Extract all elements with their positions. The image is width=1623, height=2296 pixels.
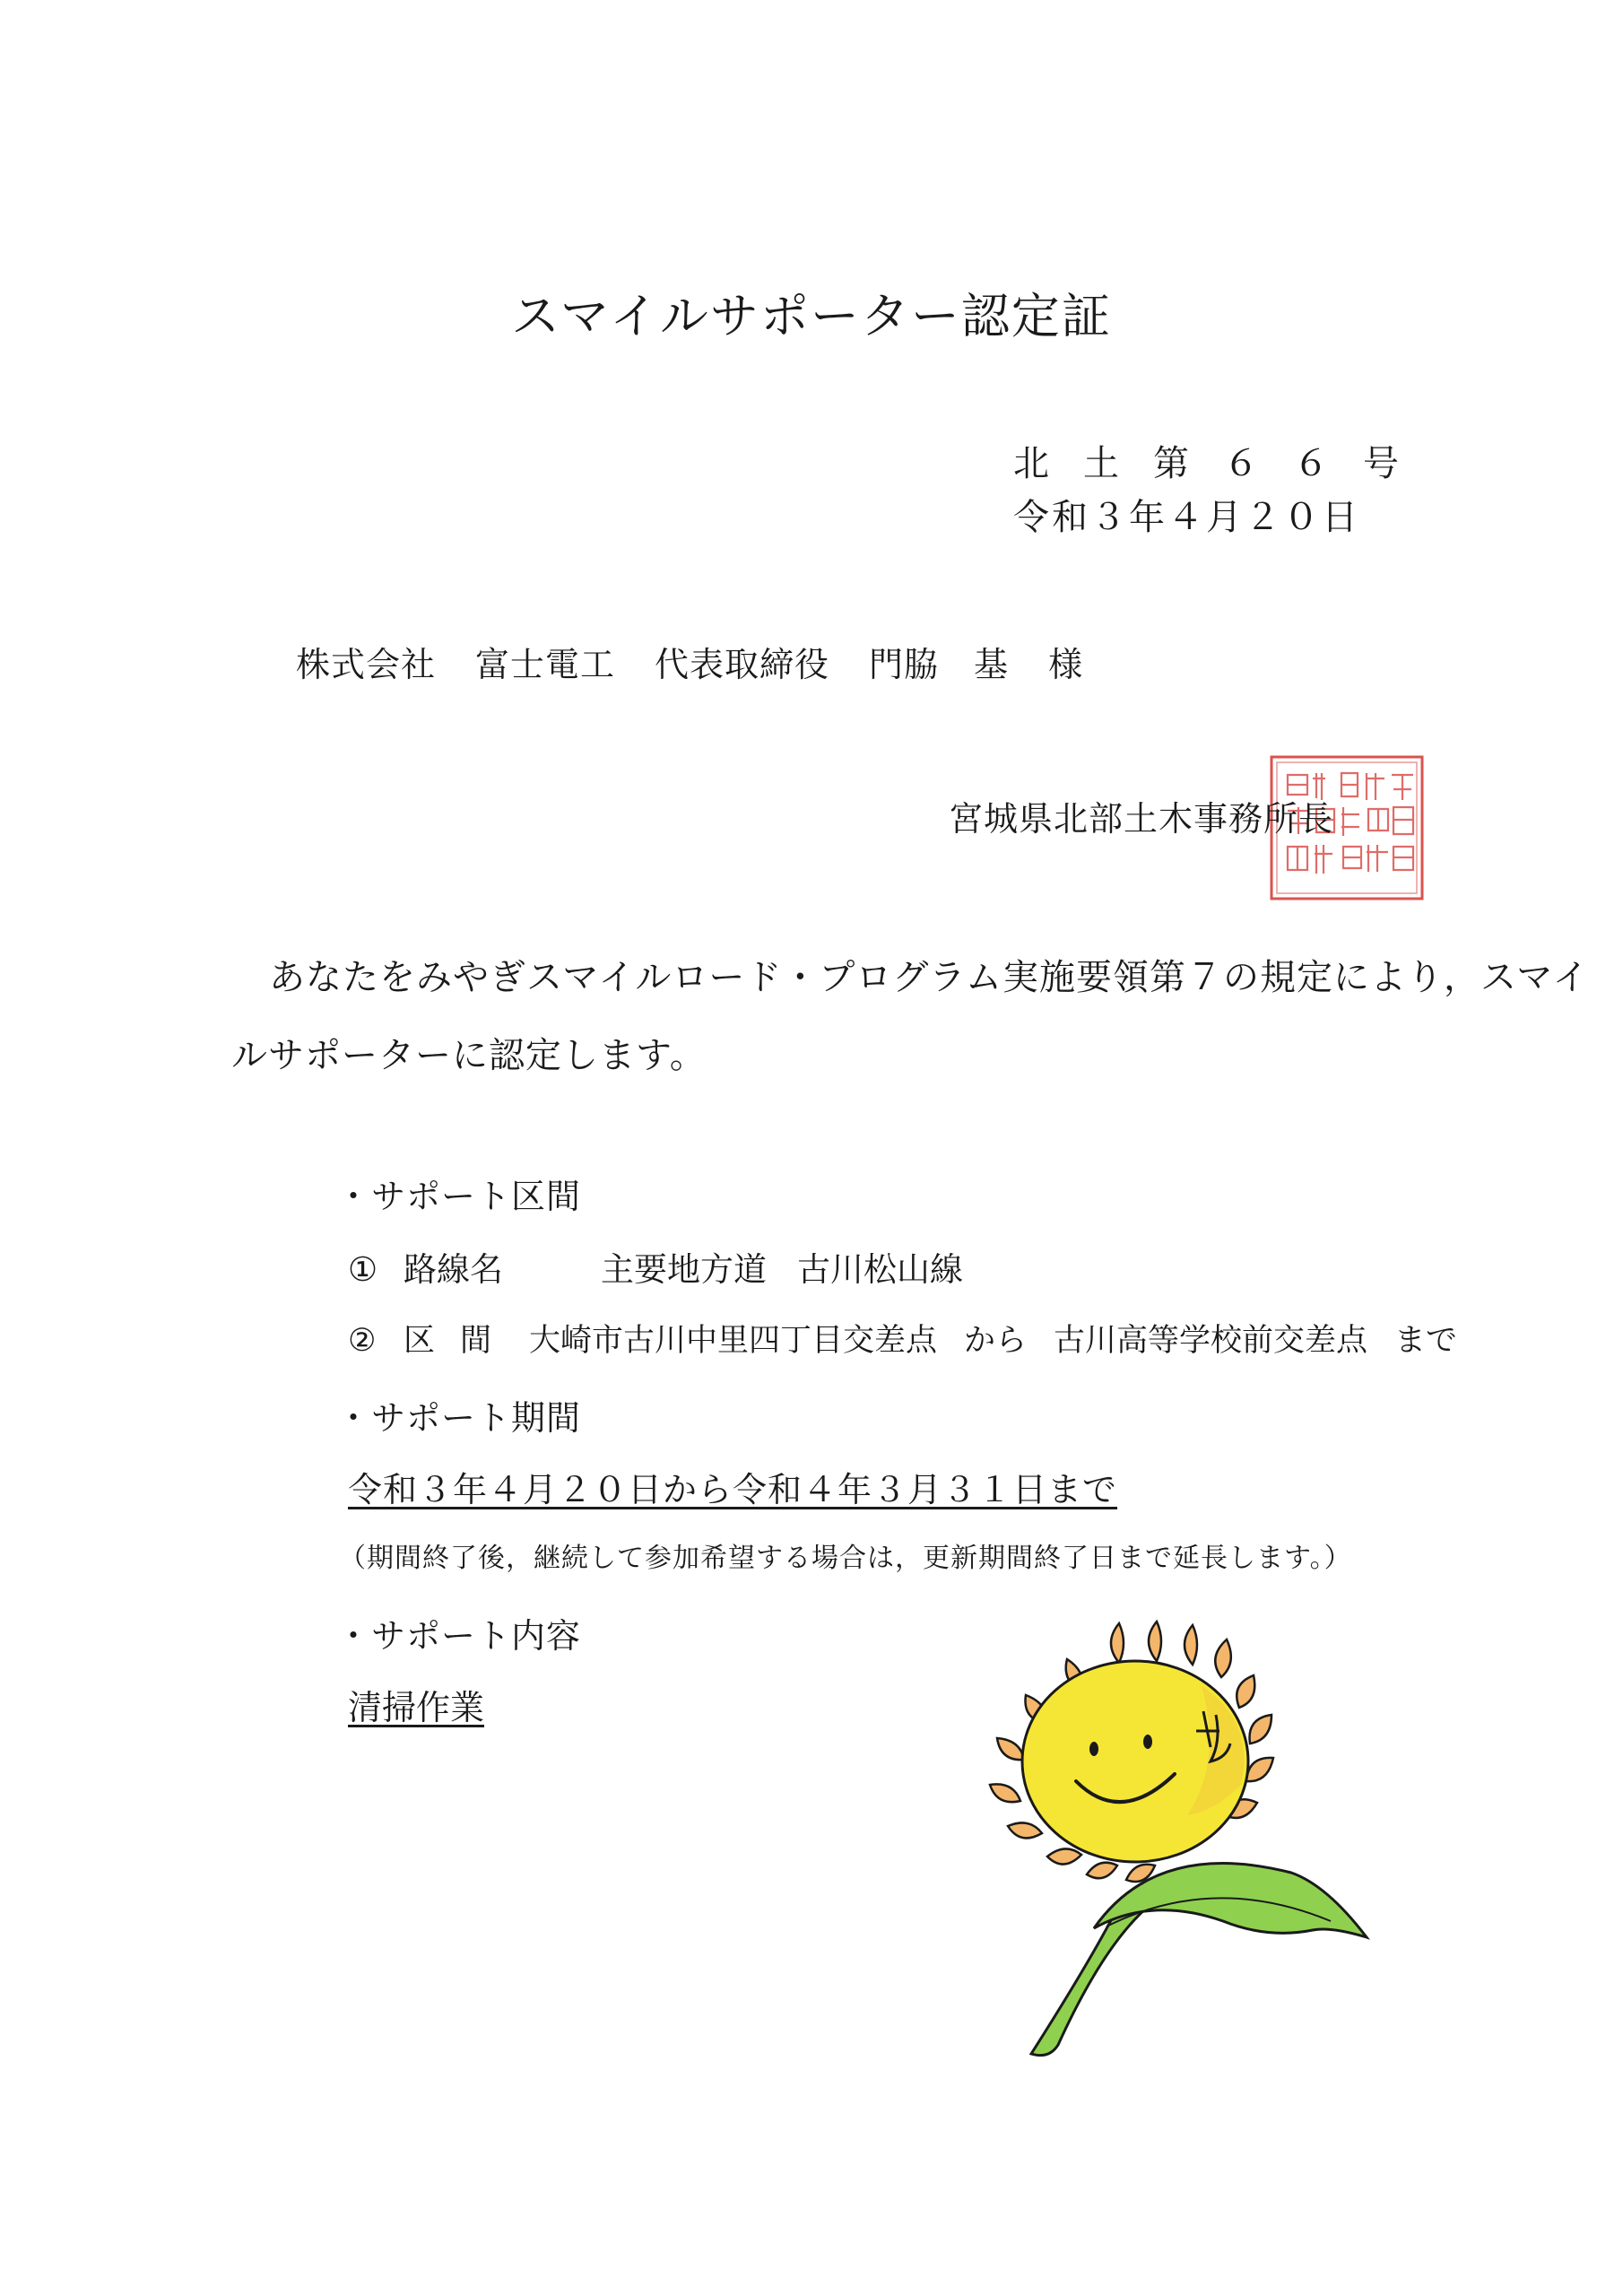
segment-to-word: まで bbox=[1394, 1323, 1458, 1359]
route-row bbox=[348, 1242, 994, 1291]
document-date: 令和３年４月２０日 bbox=[1013, 497, 1360, 538]
segment-label: 区間 bbox=[404, 1323, 517, 1359]
segment-number: ② bbox=[348, 1323, 377, 1359]
segment-value bbox=[529, 1316, 1484, 1361]
certification-text-line2: ルサポーターに認定します。 bbox=[231, 1035, 707, 1076]
addressee-person: 門脇 基 bbox=[869, 645, 1010, 684]
sunflower-stem bbox=[1031, 1901, 1148, 2056]
document-title: スマイルサポーター認定証 bbox=[511, 288, 1112, 344]
addressee-company-type: 株式会社 bbox=[296, 645, 437, 684]
support-section-heading: ・サポート区間 bbox=[336, 1177, 582, 1216]
segment-row bbox=[348, 1316, 1484, 1361]
document-number: 北土第６６号 bbox=[1013, 443, 1433, 484]
addressee bbox=[296, 637, 1123, 686]
route-number: ① bbox=[348, 1250, 378, 1289]
sunflower-mascot-illustration bbox=[915, 1605, 1399, 2072]
route-value bbox=[601, 1242, 994, 1291]
support-content-value: 清掃作業 bbox=[348, 1688, 485, 1727]
road-name: 古川松山線 bbox=[797, 1250, 963, 1289]
road-type: 主要地方道 bbox=[601, 1250, 767, 1289]
route-label: 路線名 bbox=[404, 1250, 503, 1289]
issuer-name: 宮城県北部土木事務所長 bbox=[949, 799, 1334, 839]
segment-from-word: から bbox=[964, 1323, 1028, 1359]
segment-to: 古川高等学校前交差点 bbox=[1054, 1323, 1368, 1359]
addressee-role: 代表取締役 bbox=[655, 645, 830, 684]
addressee-honorific: 様 bbox=[1048, 645, 1084, 684]
support-period-note: （期間終了後，継続して参加希望する場合は，更新期間終了日まで延長します。） bbox=[339, 1543, 1352, 1574]
segment-from: 大崎市古川中里四丁目交差点 bbox=[529, 1323, 938, 1359]
addressee-company-name: 富士電工 bbox=[475, 645, 616, 684]
support-period-heading: ・サポート期間 bbox=[336, 1398, 582, 1438]
support-content-heading: ・サポート内容 bbox=[336, 1616, 582, 1656]
certification-text-line1: あなたをみやぎスマイルロード・プログラム実施要領第７の規定により，スマイ bbox=[269, 957, 1590, 998]
support-period-value: 令和３年４月２０日から令和４年３月３１日まで bbox=[348, 1470, 1118, 1509]
